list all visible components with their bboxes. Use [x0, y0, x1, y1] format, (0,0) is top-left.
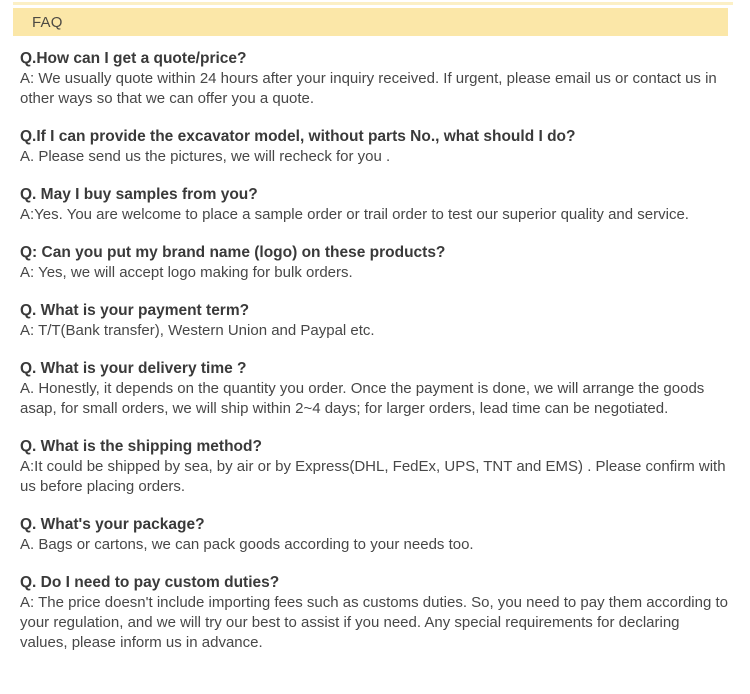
- faq-question: Q.How can I get a quote/price?: [20, 50, 247, 67]
- faq-question: Q. What is your delivery time ?: [20, 360, 247, 377]
- faq-answer: A: T/T(Bank transfer), Western Union and Paypal etc.: [20, 322, 375, 339]
- faq-question: Q: Can you put my brand name (logo) on these products?: [20, 244, 446, 261]
- faq-item: [20, 437, 730, 497]
- faq-item: [20, 49, 730, 109]
- faq-item: [20, 185, 730, 225]
- faq-answer: A: The price doesn't include importing fees such as customs duties. So, you need to pay them according to your regulation, and we will try our best to assist if you need. Any special requirements for declaring values, please inform us in advance.: [20, 594, 728, 651]
- faq-answer: A:Yes. You are welcome to place a sample order or trail order to test our superior quality and service.: [20, 206, 689, 223]
- faq-question: Q.If I can provide the excavator model, without parts No., what should I do?: [20, 128, 576, 145]
- faq-list: [0, 36, 750, 671]
- faq-answer: A:It could be shipped by sea, by air or by Express(DHL, FedEx, UPS, TNT and EMS) . Please confirm with us before placing orders.: [20, 458, 726, 495]
- faq-answer: A. Honestly, it depends on the quantity you order. Once the payment is done, we will arrange the goods asap, for small orders, we will ship within 2~4 days; for larger orders, lead time can be negotiated.: [20, 380, 705, 417]
- faq-item: [20, 243, 730, 283]
- faq-question: Q. Do I need to pay custom duties?: [20, 574, 280, 591]
- faq-answer: A: We usually quote within 24 hours after your inquiry received. If urgent, please email us or contact us in other ways so that we can offer you a quote.: [20, 70, 717, 107]
- faq-answer: A. Please send us the pictures, we will recheck for you .: [20, 148, 391, 165]
- faq-question: Q. May I buy samples from you?: [20, 186, 258, 203]
- faq-header-bar: [13, 8, 728, 36]
- top-accent-strip: [13, 2, 733, 5]
- faq-answer: A: Yes, we will accept logo making for bulk orders.: [20, 264, 353, 281]
- faq-question: Q. What is your payment term?: [20, 302, 250, 319]
- faq-section-title: FAQ: [32, 13, 63, 31]
- faq-item: [20, 573, 730, 653]
- faq-item: [20, 301, 730, 341]
- faq-question: Q. What's your package?: [20, 516, 205, 533]
- faq-item: [20, 359, 730, 419]
- faq-question: Q. What is the shipping method?: [20, 438, 262, 455]
- faq-item: [20, 127, 730, 167]
- faq-item: [20, 515, 730, 555]
- faq-answer: A. Bags or cartons, we can pack goods according to your needs too.: [20, 536, 474, 553]
